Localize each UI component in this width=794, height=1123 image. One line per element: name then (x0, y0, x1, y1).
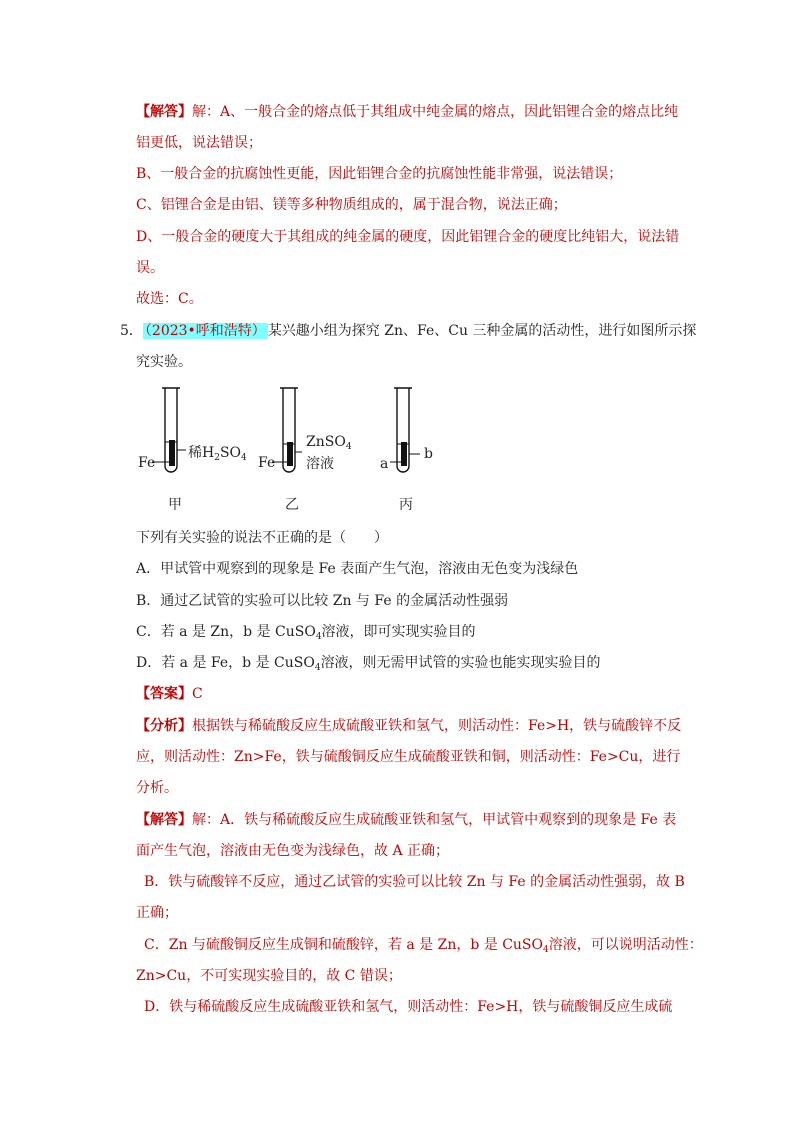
question-number: 5． (120, 323, 143, 339)
solution-line-2: 铝更低，说法错误； (136, 135, 262, 151)
solution5-line-7: D．铁与稀硫酸反应生成硫酸亚铁和氢气，则活动性：Fe>H，铁与硫酸铜反应生成硫 (144, 999, 673, 1015)
analysis-line-3: 分析。 (136, 780, 178, 796)
caption-bing: 丙 (399, 497, 413, 513)
solution5-line-1: 【解答】解：A．铁与稀硫酸反应生成硫酸亚铁和氢气，甲试管中观察到的现象是 Fe 表 (136, 812, 677, 828)
answer-line (136, 684, 203, 704)
analysis-line-1: 【分析】根据铁与稀硫酸反应生成硫酸亚铁和氢气，则活动性：Fe>H，铁与硫酸锌不反 (136, 718, 682, 734)
jia-metal-label: Fe (138, 455, 156, 471)
solution5-line-2: 面产生气泡，溶液由无色变为浅绿色，故 A 正确； (136, 843, 450, 859)
solution5-line-3: B．铁与硫酸锌不反应，通过乙试管的实验可以比较 Zn 与 Fe 的金属活动性强弱，故 B (144, 874, 685, 890)
fe-strip-jia (169, 440, 175, 466)
question-stem-line-1: 5． （2023•呼和浩特） 某兴趣小组为探究 Zn、Fe、Cu 三种金属的活动性，进行如图所示探 (120, 323, 697, 339)
fe-strip-yi (287, 442, 293, 466)
option-a: A．甲试管中观察到的现象是 Fe 表面产生气泡，溶液由无色变为浅绿色 (136, 561, 579, 577)
solution5-line-5: C．Zn 与硫酸铜反应生成铜和硫酸锌，若 a 是 Zn，b 是 CuSO$_4$溶液，可以说明活动性： (144, 937, 703, 955)
test-tube-figure (136, 382, 456, 522)
bing-a-label: a (380, 456, 389, 472)
answer-tag: 【答案】 (136, 686, 192, 702)
yi-solution-label-2: 溶液 (306, 456, 334, 472)
question-prompt: 下列有关实验的说法不正确的是（ ） (136, 530, 388, 546)
solution5-tag: 【解答】 (136, 812, 192, 828)
metal-strip-bing (401, 442, 407, 466)
solution-line-4: C、铝锂合金是由铝、镁等多种物质组成的，属于混合物，说法正确； (136, 197, 567, 213)
solution5-line-6: Zn>Cu，不可实现实验目的，故 C 错误； (136, 968, 402, 984)
solution-line-7: 故选：C。 (136, 291, 203, 307)
solution-line-6: 误。 (136, 260, 164, 276)
analysis-tag: 【分析】 (136, 718, 192, 734)
question-stem-line-2: 究实验。 (136, 354, 192, 370)
solution-tag: 【解答】 (136, 104, 192, 120)
solution5-line-4: 正确； (136, 905, 178, 921)
jia-solution-label: 稀$H_2SO_4$ (188, 445, 247, 463)
option-d: D．若 a 是 Fe，b 是 CuSO$_4$溶液，则无需甲试管的实验也能实现实验目的 (136, 655, 601, 673)
answer-value: C (192, 686, 203, 702)
yi-metal-label: Fe (258, 455, 276, 471)
caption-jia: 甲 (168, 497, 182, 513)
yi-solution-label-1: ZnSO$_4$ (306, 434, 352, 452)
analysis-line-2: 应，则活动性：Zn>Fe，铁与硫酸铜反应生成硫酸亚铁和铜，则活动性：Fe>Cu，进行 (136, 749, 681, 765)
caption-yi: 乙 (285, 497, 299, 513)
solution-line-1: 【解答】解：A、一般合金的熔点低于其组成中纯金属的熔点，因此铝锂合金的熔点比纯 (136, 104, 679, 120)
option-c: C．若 a 是 Zn，b 是 CuSO$_4$溶液，即可实现实验目的 (136, 624, 476, 642)
solution-line-3: B、一般合金的抗腐蚀性更能，因此铝锂合金的抗腐蚀性能非常强，说法错误； (136, 166, 623, 182)
source-tag: （2023•呼和浩特） (144, 323, 266, 339)
bing-b-label: b (424, 446, 433, 462)
option-b: B．通过乙试管的实验可以比较 Zn 与 Fe 的金属活动性强弱 (136, 593, 509, 609)
solution-line-5: D、一般合金的硬度大于其组成的纯金属的硬度，因此铝锂合金的硬度比纯铝大，说法错 (136, 229, 680, 245)
